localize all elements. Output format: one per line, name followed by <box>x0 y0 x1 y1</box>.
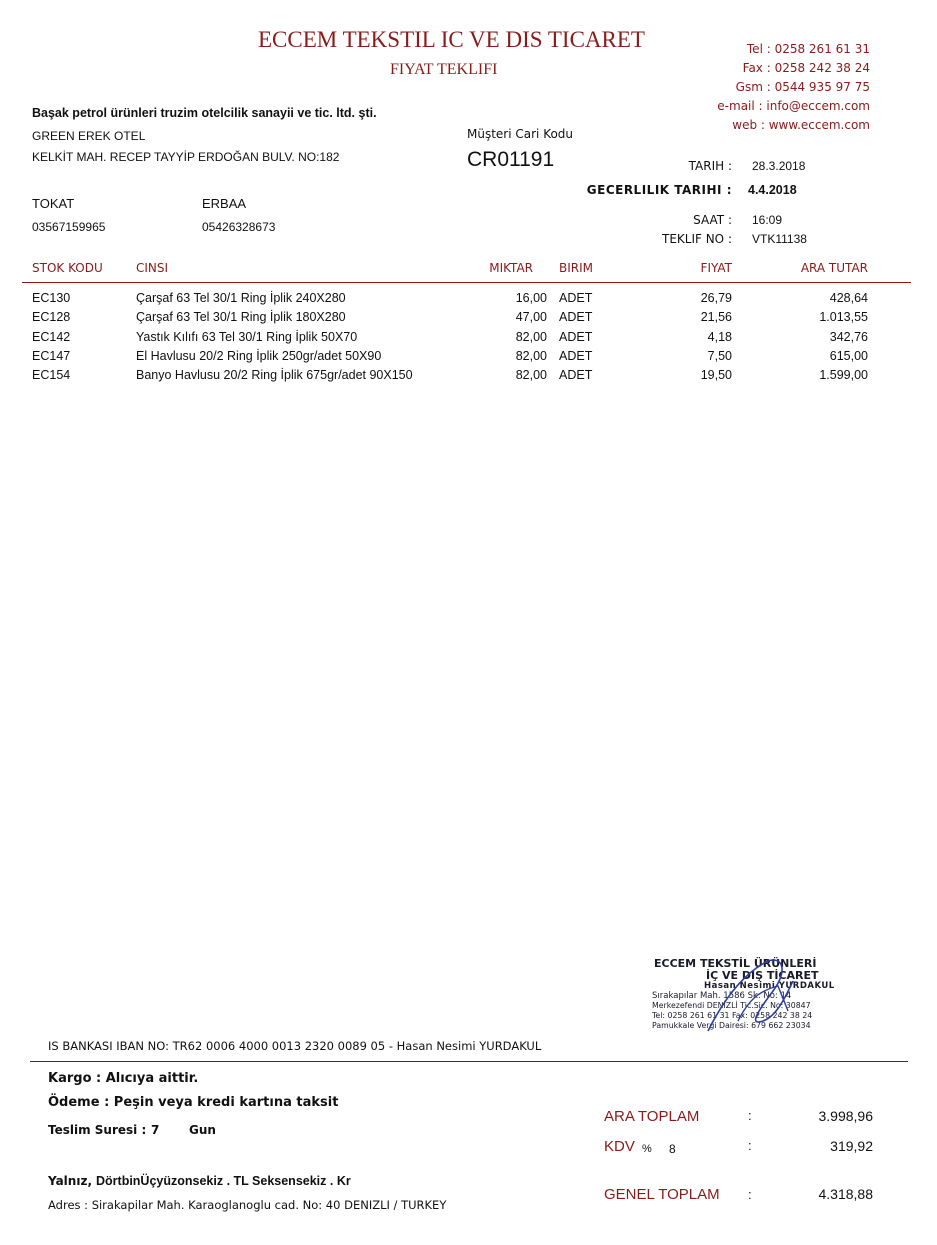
table-row <box>0 330 937 349</box>
row-unit: ADET <box>559 310 593 324</box>
row-price: 7,50 <box>707 349 732 363</box>
row-code: EC142 <box>32 330 71 344</box>
customer-phone-1: 03567159965 <box>32 220 106 234</box>
validity-value: 4.4.2018 <box>748 183 797 197</box>
contact-tel: Tel : 0258 261 61 31 <box>746 42 870 56</box>
company-address: Adres : Sirakapilar Mah. Karaoglanoglu cad. No: 40 DENIZLI / TURKEY <box>48 1198 447 1212</box>
row-price: 19,50 <box>700 368 732 382</box>
row-unit: ADET <box>559 349 593 363</box>
contact-fax: Fax : 0258 242 38 24 <box>742 61 870 75</box>
table-row <box>0 310 937 329</box>
subtotal-label: ARA TOPLAM <box>604 1108 700 1125</box>
row-desc: Çarşaf 63 Tel 30/1 Ring İplik 240X280 <box>136 291 346 305</box>
grand-total-colon: : <box>748 1187 752 1202</box>
customer-code: CR01191 <box>467 148 555 171</box>
subtotal-colon: : <box>748 1108 752 1123</box>
table-header-rule <box>22 282 911 283</box>
row-price: 4,18 <box>707 330 732 344</box>
delivery-unit: Gun <box>189 1123 216 1137</box>
row-qty: 82,00 <box>515 368 547 382</box>
contact-gsm: Gsm : 0544 935 97 75 <box>735 80 870 94</box>
row-desc: Banyo Havlusu 20/2 Ring İplik 675gr/adet 90X150 <box>136 368 413 382</box>
stamp-line-5: Merkezefendi DENİZLİ Tic.Sic. No: 30847 <box>652 1001 811 1010</box>
grand-total-value: 4.318,88 <box>818 1186 873 1202</box>
vat-colon: : <box>748 1138 752 1153</box>
customer-name: GREEN EREK OTEL <box>32 129 146 143</box>
col-header-code: STOK KODU <box>32 261 103 275</box>
footer-rule <box>30 1061 908 1062</box>
row-unit: ADET <box>559 291 593 305</box>
amount-in-words: DörtbinÜçyüzonsekiz . TL Seksensekiz . Kr <box>96 1174 351 1188</box>
row-code: EC130 <box>32 291 71 305</box>
delivery-days: 7 <box>151 1123 160 1137</box>
row-subtotal: 1.013,55 <box>819 310 868 324</box>
stamp-line-1: ECCEM TEKSTİL ÜRÜNLERİ <box>654 957 817 970</box>
row-desc: Yastık Kılıfı 63 Tel 30/1 Ring İplik 50X70 <box>136 330 358 344</box>
stamp-line-6: Tel: 0258 261 61 31 Fax: 0258 242 38 24 <box>652 1011 813 1020</box>
document-title: FIYAT TEKLIFI <box>390 61 498 78</box>
table-row <box>0 291 937 310</box>
row-code: EC154 <box>32 368 71 382</box>
company-name: ECCEM TEKSTIL IC VE DIS TICARET <box>258 27 645 52</box>
col-header-subtotal: ARA TUTAR <box>800 261 868 275</box>
date-label: TARIH : <box>688 159 732 173</box>
contact-web: web : www.eccem.com <box>732 118 870 132</box>
row-qty: 82,00 <box>515 349 547 363</box>
customer-address: KELKİT MAH. RECEP TAYYİP ERDOĞAN BULV. NO:182 <box>32 150 340 164</box>
row-unit: ADET <box>559 330 593 344</box>
col-header-price: FIYAT <box>700 261 732 275</box>
row-unit: ADET <box>559 368 593 382</box>
grand-total-label: GENEL TOPLAM <box>604 1186 720 1203</box>
signature-scribble <box>688 951 808 1041</box>
row-qty: 47,00 <box>515 310 547 324</box>
time-value: 16:09 <box>752 213 783 227</box>
offer-no-value: VTK11138 <box>752 232 807 246</box>
cargo-terms: Kargo : Alıcıya aittir. <box>48 1071 199 1086</box>
stamp-line-4: Sırakapılar Mah. 1586 Sk. No: 14 <box>652 991 792 1001</box>
row-code: EC147 <box>32 349 71 363</box>
col-header-qty: MIKTAR <box>489 261 533 275</box>
delivery-label: Teslim Suresi : <box>48 1123 147 1137</box>
date-value: 28.3.2018 <box>752 159 806 173</box>
subtotal-value: 3.998,96 <box>818 1108 873 1124</box>
row-qty: 82,00 <box>515 330 547 344</box>
table-row <box>0 368 937 387</box>
payment-terms: Ödeme : Peşin veya kredi kartına taksit <box>48 1095 339 1110</box>
customer-phone-2: 05426328673 <box>202 220 276 234</box>
table-row <box>0 349 937 368</box>
customer-code-label: Müşteri Cari Kodu <box>467 127 574 141</box>
validity-label: GECERLILIK TARIHI : <box>586 183 732 197</box>
row-price: 21,56 <box>700 310 732 324</box>
row-subtotal: 428,64 <box>829 291 868 305</box>
contact-email: e-mail : info@eccem.com <box>717 99 870 113</box>
row-qty: 16,00 <box>515 291 547 305</box>
row-code: EC128 <box>32 310 71 324</box>
row-subtotal: 342,76 <box>829 330 868 344</box>
customer-city: TOKAT <box>32 196 75 211</box>
stamp-line-2: İÇ VE DIŞ TİCARET <box>706 969 819 982</box>
vat-rate: 8 <box>669 1142 676 1156</box>
customer-district: ERBAA <box>202 196 247 211</box>
row-desc: Çarşaf 63 Tel 30/1 Ring İplik 180X280 <box>136 310 346 324</box>
amount-words-label: Yalnız, <box>48 1174 92 1188</box>
customer-company: Başak petrol ürünleri truzim otelcilik sanayii ve tic. ltd. şti. <box>32 106 377 120</box>
company-stamp <box>648 955 864 1037</box>
stamp-line-7: Pamukkale Vergi Dairesi: 679 662 23034 <box>652 1021 811 1030</box>
vat-label: KDV <box>604 1138 635 1155</box>
vat-percent-sign: % <box>642 1143 652 1155</box>
row-price: 26,79 <box>700 291 732 305</box>
vat-value: 319,92 <box>830 1138 873 1154</box>
stamp-line-3: Hasan Nesimi YURDAKUL <box>704 981 835 991</box>
offer-no-label: TEKLIF NO : <box>661 232 732 246</box>
time-label: SAAT : <box>693 213 732 227</box>
col-header-unit: BIRIM <box>559 261 594 275</box>
row-desc: El Havlusu 20/2 Ring İplik 250gr/adet 50X90 <box>136 349 382 363</box>
row-subtotal: 1.599,00 <box>819 368 868 382</box>
iban-line: IS BANKASI IBAN NO: TR62 0006 4000 0013 2320 0089 05 - Hasan Nesimi YURDAKUL <box>48 1039 542 1053</box>
row-subtotal: 615,00 <box>829 349 868 363</box>
col-header-desc: CINSI <box>136 261 169 275</box>
